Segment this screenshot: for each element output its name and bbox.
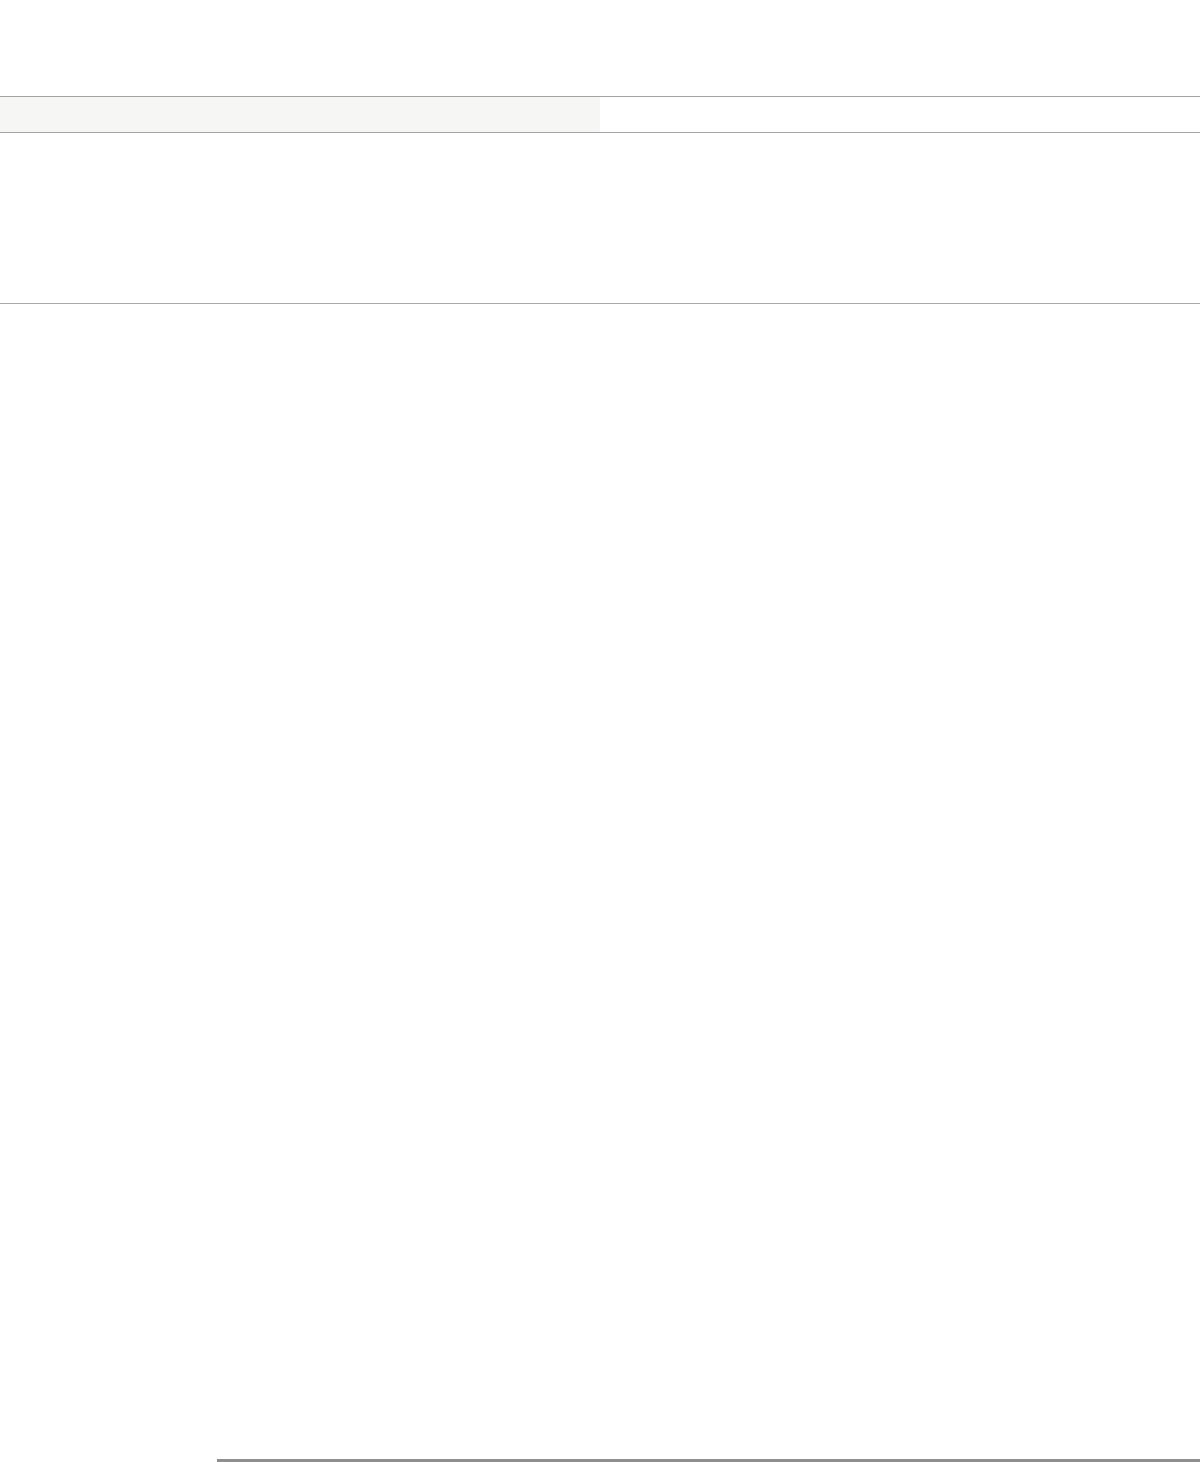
size-info-heading [0,62,1200,80]
detail-info-heading [0,269,1200,287]
size-info-table [0,96,1200,133]
size-table-header-one [600,97,1200,132]
unit-note [0,135,1200,153]
detail-info-grid [0,303,1200,304]
check-it-heading [0,206,1200,224]
product-info [0,0,1200,4]
size-table-header-row [0,97,1200,133]
size-table-header-size [0,97,600,132]
